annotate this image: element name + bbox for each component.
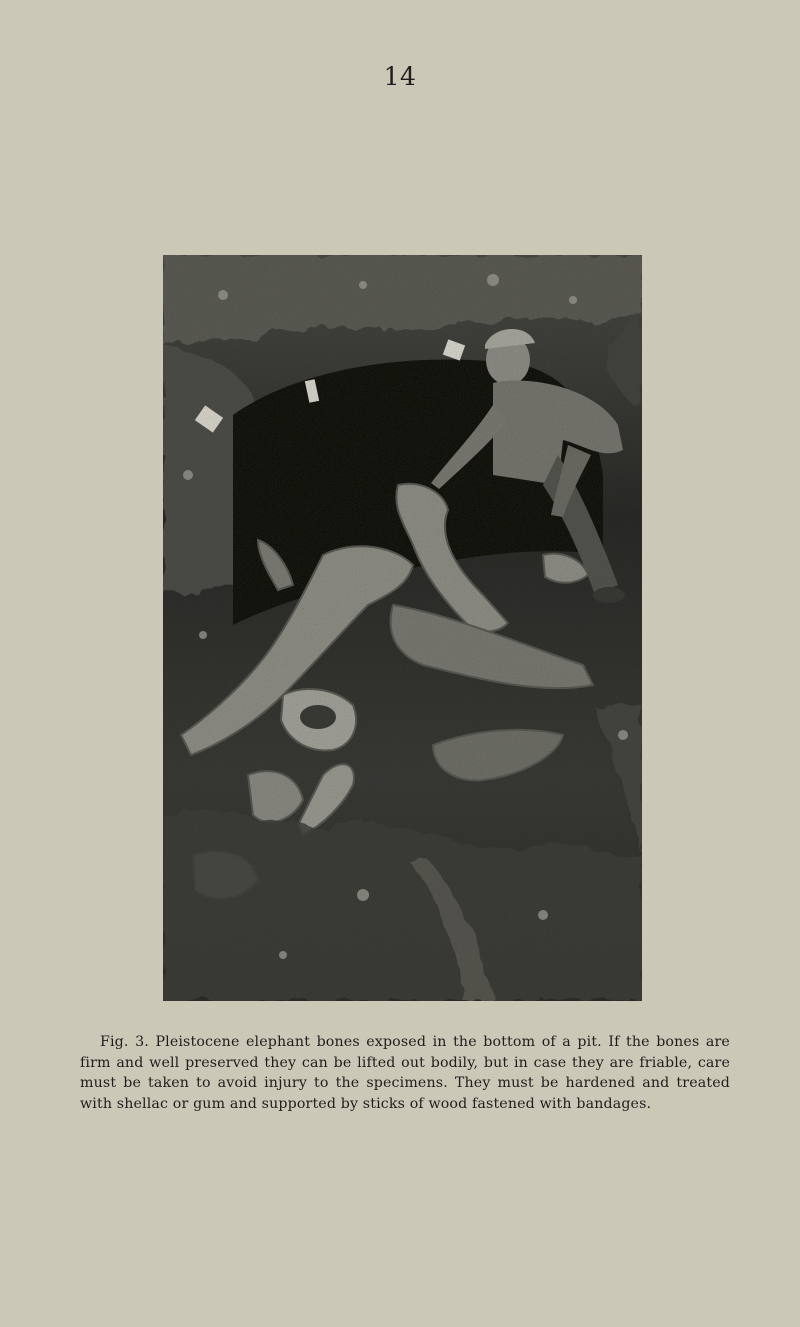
- figure-caption: [80, 1032, 730, 1114]
- figure-label: Fig. 3.: [100, 1034, 149, 1051]
- figure-caption-text: Pleistocene elephant bones exposed in the bottom of a pit. If the bones are firm and well preserved they can be lifted out bodily, but in case they are friable, care must be taken to avoid injury to the specimens. They must be hardened and treated with shellac or gum and supported by sticks of wood fastened with bandages.: [80, 1034, 730, 1112]
- excavation-photograph: [163, 255, 642, 1001]
- page-number: 14: [383, 62, 417, 91]
